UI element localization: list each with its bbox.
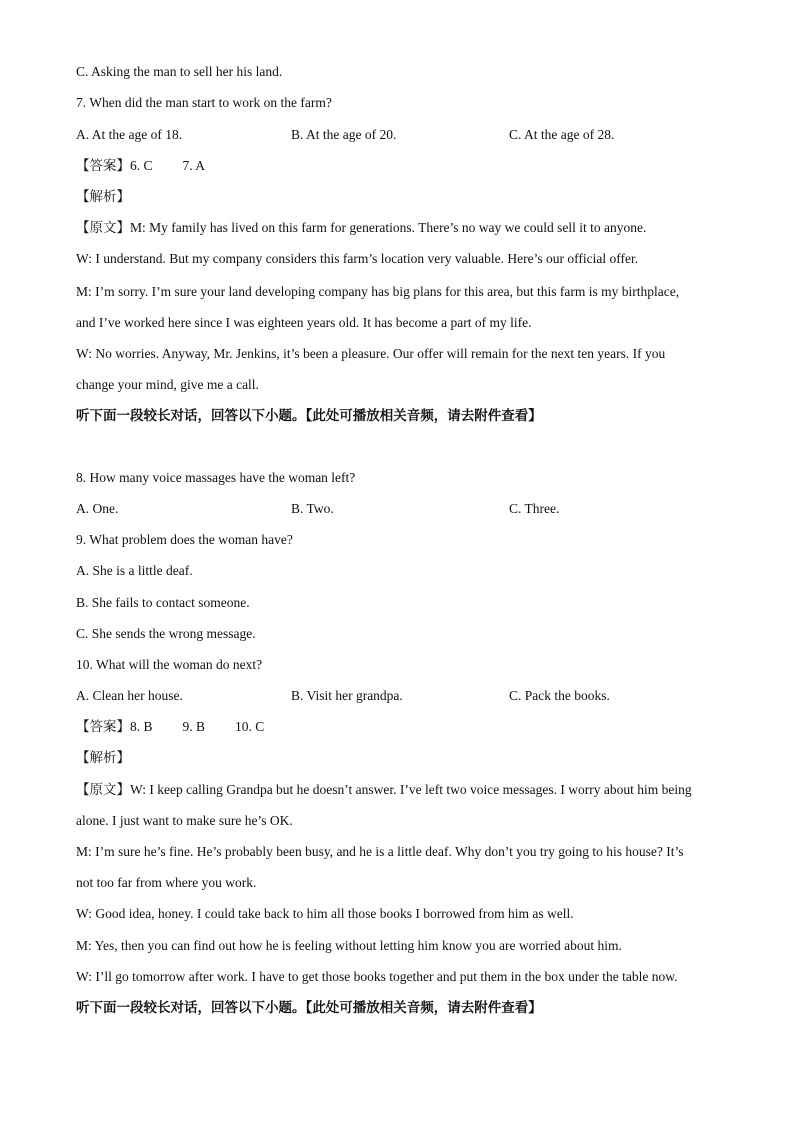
answer-label: 【答案】	[76, 158, 130, 174]
question-8: 8. How many voice massages have the woman left?	[76, 470, 356, 485]
analysis-label: 【解析】	[76, 189, 130, 205]
transcript-line: change your mind, give me a call.	[76, 377, 259, 392]
question-7: 7. When did the man start to work on the farm?	[76, 95, 332, 110]
question-9: 9. What problem does the woman have?	[76, 532, 293, 547]
q9-option-b: B. She fails to contact someone.	[76, 595, 250, 610]
transcript-line: M: Yes, then you can find out how he is feeling without letting him know you are worried about him.	[76, 938, 622, 953]
q8-option-a: A. One.	[76, 501, 119, 516]
listen-prompt: 听下面一段较长对话，回答以下小题。【此处可播放相关音频，请去附件查看】	[76, 1000, 542, 1016]
answer-line-1	[76, 158, 205, 174]
answer-label: 【答案】	[76, 719, 130, 735]
q7-option-c: C. At the age of 28.	[509, 127, 615, 142]
analysis-label: 【解析】	[76, 750, 130, 766]
answer-item: 7. A	[182, 158, 206, 173]
answer-item: 10. C	[235, 719, 265, 734]
transcript-line: and I’ve worked here since I was eighteen years old. It has become a part of my life.	[76, 315, 532, 330]
q10-option-c: C. Pack the books.	[509, 688, 610, 703]
transcript-line	[76, 220, 646, 236]
q10-option-b: B. Visit her grandpa.	[291, 688, 403, 703]
transcript-line: not too far from where you work.	[76, 875, 257, 890]
answer-item: 6. C	[130, 158, 153, 173]
transcript-text: W: I keep calling Grandpa but he doesn’t answer. I’ve left two voice messages. I worry about him being	[130, 782, 692, 797]
transcript-line	[76, 782, 692, 798]
q7-option-b: B. At the age of 20.	[291, 127, 397, 142]
transcript-line: M: I’m sorry. I’m sure your land developing company has big plans for this area, but this farm is my birthplace,	[76, 284, 680, 299]
transcript-line: W: No worries. Anyway, Mr. Jenkins, it’s been a pleasure. Our offer will remain for the next ten years. If you	[76, 346, 666, 361]
q8-option-c: C. Three.	[509, 501, 560, 516]
transcript-label: 【原文】	[76, 220, 130, 236]
q8-option-b: B. Two.	[291, 501, 334, 516]
answer-item: 9. B	[182, 719, 206, 734]
q9-option-a: A. She is a little deaf.	[76, 563, 193, 578]
transcript-line: W: Good idea, honey. I could take back to him all those books I borrowed from him as well.	[76, 906, 574, 921]
q6-option-c: C. Asking the man to sell her his land.	[76, 64, 283, 79]
answer-item: 8. B	[130, 719, 153, 734]
q10-option-a: A. Clean her house.	[76, 688, 183, 703]
transcript-text: M: My family has lived on this farm for generations. There’s no way we could sell it to anyone.	[130, 220, 647, 235]
transcript-line: W: I’ll go tomorrow after work. I have to get those books together and put them in the box under the table now.	[76, 969, 678, 984]
transcript-line: alone. I just want to make sure he’s OK.	[76, 813, 293, 828]
transcript-line: M: I’m sure he’s fine. He’s probably been busy, and he is a little deaf. Why don’t you try going to his house? It’s	[76, 844, 684, 859]
listen-prompt: 听下面一段较长对话，回答以下小题。【此处可播放相关音频，请去附件查看】	[76, 408, 542, 424]
transcript-label: 【原文】	[76, 782, 130, 798]
transcript-line: W: I understand. But my company considers this farm’s location very valuable. Here’s our official offer.	[76, 251, 639, 266]
q7-option-a: A. At the age of 18.	[76, 127, 183, 142]
q9-option-c: C. She sends the wrong message.	[76, 626, 256, 641]
answer-line-2	[76, 719, 264, 735]
question-10: 10. What will the woman do next?	[76, 657, 263, 672]
